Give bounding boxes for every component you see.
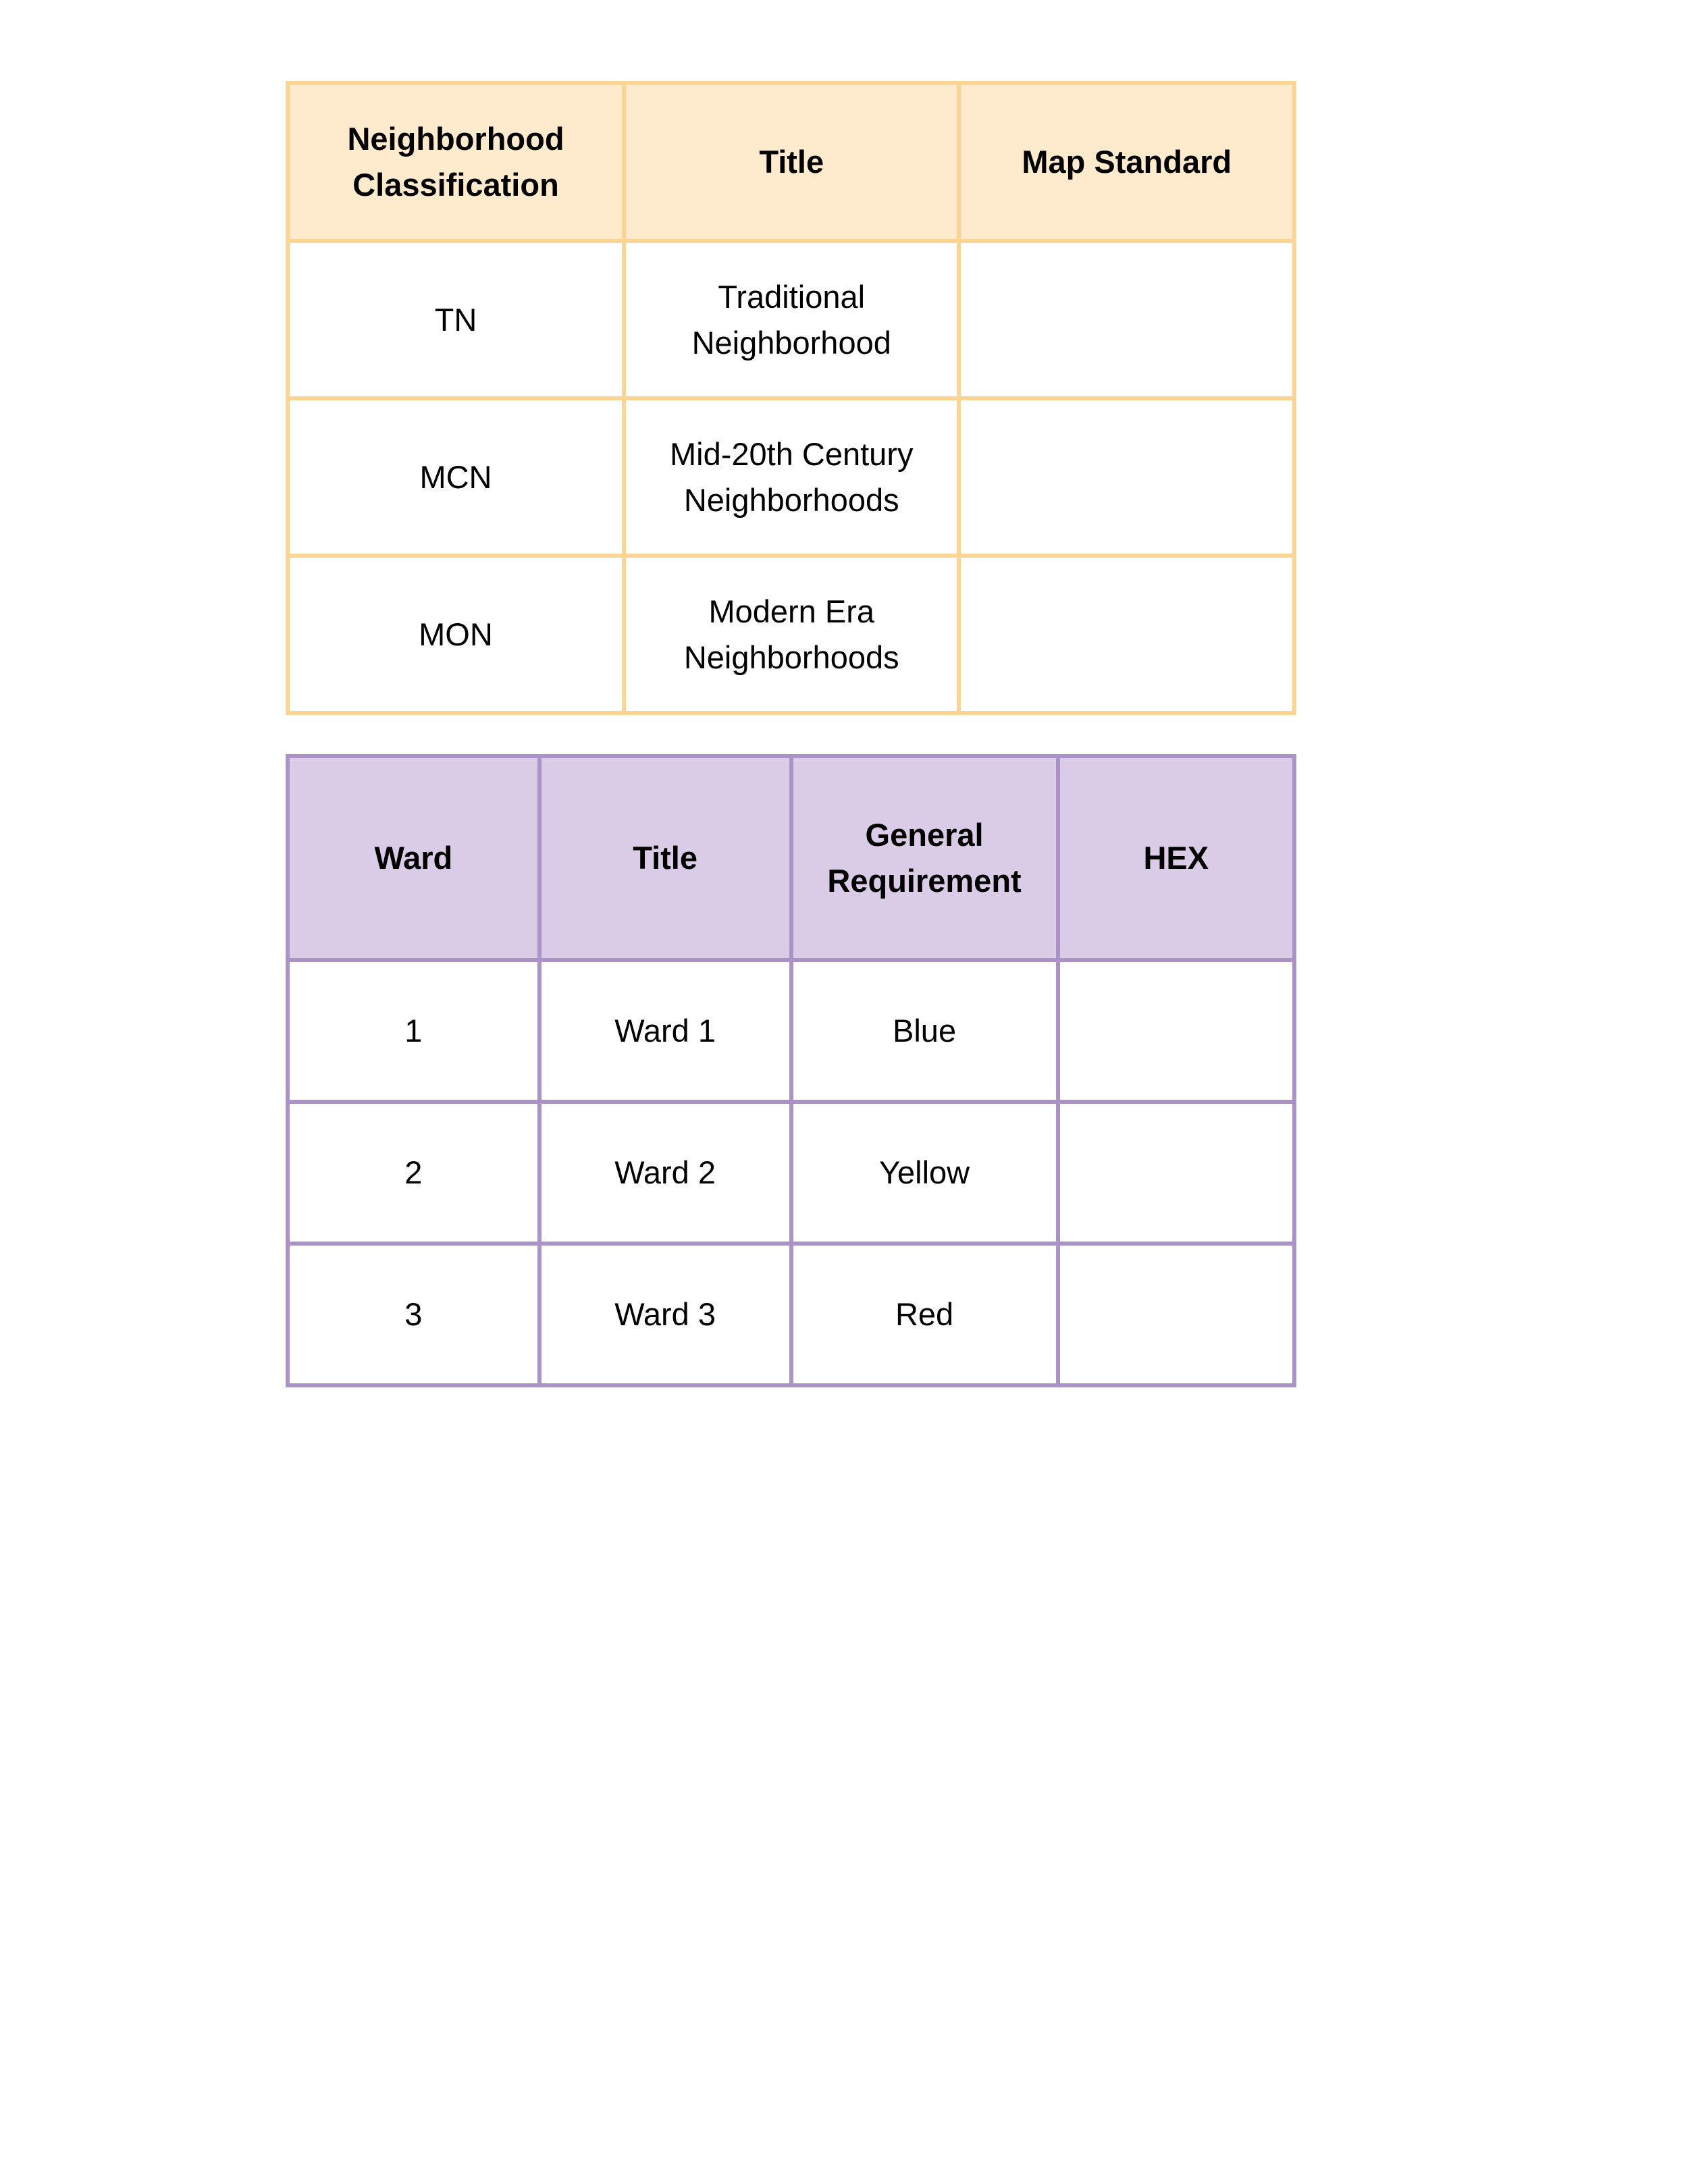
table-row — [288, 241, 1294, 398]
cell-hex — [1058, 960, 1294, 1102]
cell-map-standard — [959, 398, 1294, 556]
cell-ward: 1 — [288, 960, 539, 1102]
cell-map-standard — [959, 241, 1294, 398]
header-general-requirement: General Requirement — [791, 756, 1058, 960]
ward-table — [286, 754, 1296, 1387]
table-row — [288, 1244, 1294, 1385]
neighborhood-classification-table — [286, 81, 1296, 715]
cell-general-requirement: Red — [791, 1244, 1058, 1385]
header-title: Title — [624, 83, 959, 241]
cell-ward: 3 — [288, 1244, 539, 1385]
cell-title: Traditional Neighborhood — [624, 241, 959, 398]
header-hex: HEX — [1058, 756, 1294, 960]
table-header-row — [288, 83, 1294, 241]
cell-title: Ward 3 — [539, 1244, 791, 1385]
cell-title: Modern Era Neighborhoods — [624, 556, 959, 713]
header-title: Title — [539, 756, 791, 960]
cell-hex — [1058, 1244, 1294, 1385]
table-header-row — [288, 756, 1294, 960]
cell-general-requirement: Blue — [791, 960, 1058, 1102]
header-map-standard: Map Standard — [959, 83, 1294, 241]
cell-general-requirement: Yellow — [791, 1102, 1058, 1244]
header-ward: Ward — [288, 756, 539, 960]
table-row — [288, 556, 1294, 713]
cell-title: Mid-20th Century Neighborhoods — [624, 398, 959, 556]
cell-title: Ward 1 — [539, 960, 791, 1102]
cell-ward: 2 — [288, 1102, 539, 1244]
cell-classification: MCN — [288, 398, 624, 556]
cell-classification: TN — [288, 241, 624, 398]
cell-title: Ward 2 — [539, 1102, 791, 1244]
table-row — [288, 398, 1294, 556]
table-row — [288, 960, 1294, 1102]
cell-classification: MON — [288, 556, 624, 713]
header-neighborhood-classification: Neighborhood Classification — [288, 83, 624, 241]
cell-map-standard — [959, 556, 1294, 713]
cell-hex — [1058, 1102, 1294, 1244]
table-row — [288, 1102, 1294, 1244]
